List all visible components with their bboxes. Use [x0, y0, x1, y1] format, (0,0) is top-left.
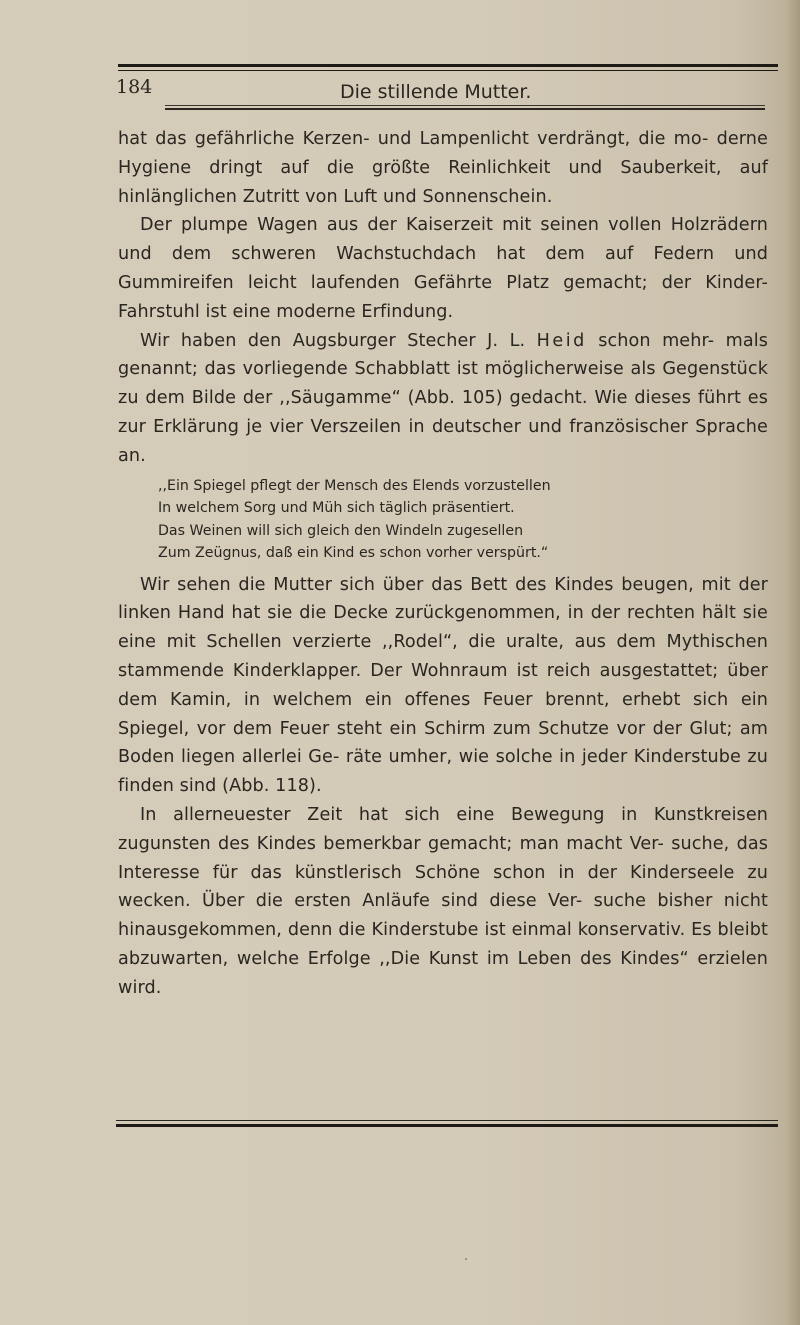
text-line: Holzrädern und dem schweren Wachstuchdach hat dem auf [118, 215, 768, 265]
text-line: Wie dieses führt es zur Erklärung je vier Verszeilen in deutscher [118, 388, 768, 437]
verse-quote [158, 475, 768, 565]
text-line: und französischer Sprache an. [118, 416, 768, 466]
text-line: mit der linken Hand hat sie die Decke zurückgenommen, in der [118, 574, 768, 624]
text-line: räte umher, wie solche in jeder Kinderstube zu finden sind (Abb. 118). [118, 747, 768, 797]
paragraph-5 [118, 801, 768, 1003]
text-line: reich ausgestattet; über dem Kamin, in welchem ein offenes [118, 660, 768, 710]
top-rule-thick [118, 64, 778, 67]
text-line: Feuer brennt, erhebt sich ein Spiegel, vor dem Feuer steht ein [118, 689, 768, 739]
header-rule-thick [165, 108, 765, 110]
text-line: Kinderseele zu wecken. Über die ersten Anläufe sind diese Ver- [118, 862, 768, 912]
paragraph-4 [118, 571, 768, 801]
verse-line: ,,Ein Spiegel pflegt der Mensch des Elends vorzustellen [158, 477, 551, 494]
text-line: Kunst im Leben des Kindes“ erzielen wird. [118, 948, 768, 998]
verse-line: Das Weinen will sich gleich den Windeln zugesellen [158, 522, 524, 539]
text-line: Schirm zum Schutze vor der Glut; am Boden liegen allerlei Ge- [118, 718, 768, 768]
verse-line: Zum Zeügnus, daß ein Kind es schon vorher verspürt.“ [158, 545, 549, 562]
verse-line: In welchem Sorg und Müh sich täglich präsentiert. [158, 500, 515, 517]
paper-speck [465, 1258, 467, 1260]
page-number: 184 [116, 76, 153, 98]
text-line: Gegenstück zu dem Bilde der ,,Säugamme“ (Abb. 105) gedacht. [118, 359, 768, 409]
top-rule-thin [118, 70, 778, 71]
text-line: der Kinder-Fahrstuhl ist eine moderne Erfindung. [118, 272, 768, 322]
text-line: suche, das Interesse für das künstlerisch Schöne schon in der [118, 833, 768, 883]
text-line: derne Hygiene dringt auf die größte Reinlichkeit und Sauberkeit, [118, 129, 768, 178]
text-line: schon mehr- [586, 330, 715, 351]
text-line: Wir sehen die Mutter sich über das Bett des Kindes beugen, [140, 574, 694, 595]
text-line: rechten hält sie eine mit Schellen verzierte ,,Rodel“, die uralte, aus [118, 603, 768, 653]
header-rule-thin [165, 105, 765, 106]
text-segment: Wir haben den Augsburger Stecher J. L. [140, 330, 537, 351]
text-line: auf hinlänglichen Zutritt von Luft und Sonnenschein. [118, 157, 768, 207]
text-line: dem Mythischen stammende Kinderklapper. Der Wohnraum ist [118, 632, 768, 681]
running-title: Die stillende Mutter. [340, 81, 532, 103]
text-line: zugunsten des Kindes bemerkbar gemacht; man macht Ver- [118, 833, 664, 854]
bottom-rule-thin [116, 1120, 778, 1121]
artist-name: Heid [536, 330, 587, 351]
text-line: Federn und Gummireifen leicht laufenden Gefährte Platz gemacht; [118, 244, 768, 293]
page-edge-shadow [786, 0, 800, 1325]
bottom-rule-thick [116, 1124, 778, 1127]
text-line: Der plumpe Wagen aus der Kaiserzeit mit seinen vollen [140, 215, 662, 236]
paragraph-1 [118, 125, 768, 211]
paragraph-2 [118, 211, 768, 326]
text-line: In allerneuester Zeit hat sich eine Bewegung in Kunstkreisen [140, 804, 768, 825]
text-line: hat das gefährliche Kerzen- und Lampenlicht verdrängt, die mo- [118, 129, 709, 149]
body-text [118, 125, 768, 1003]
text-line: mals genannt; das vorliegende Schabblatt ist möglicherweise als [118, 330, 768, 380]
paragraph-3 [118, 327, 768, 471]
text-line: suche bisher nicht hinausgekommen, denn die Kinderstube ist [118, 891, 768, 941]
text-line: einmal konservativ. Es bleibt abzuwarten, welche Erfolge ,,Die [118, 920, 768, 969]
